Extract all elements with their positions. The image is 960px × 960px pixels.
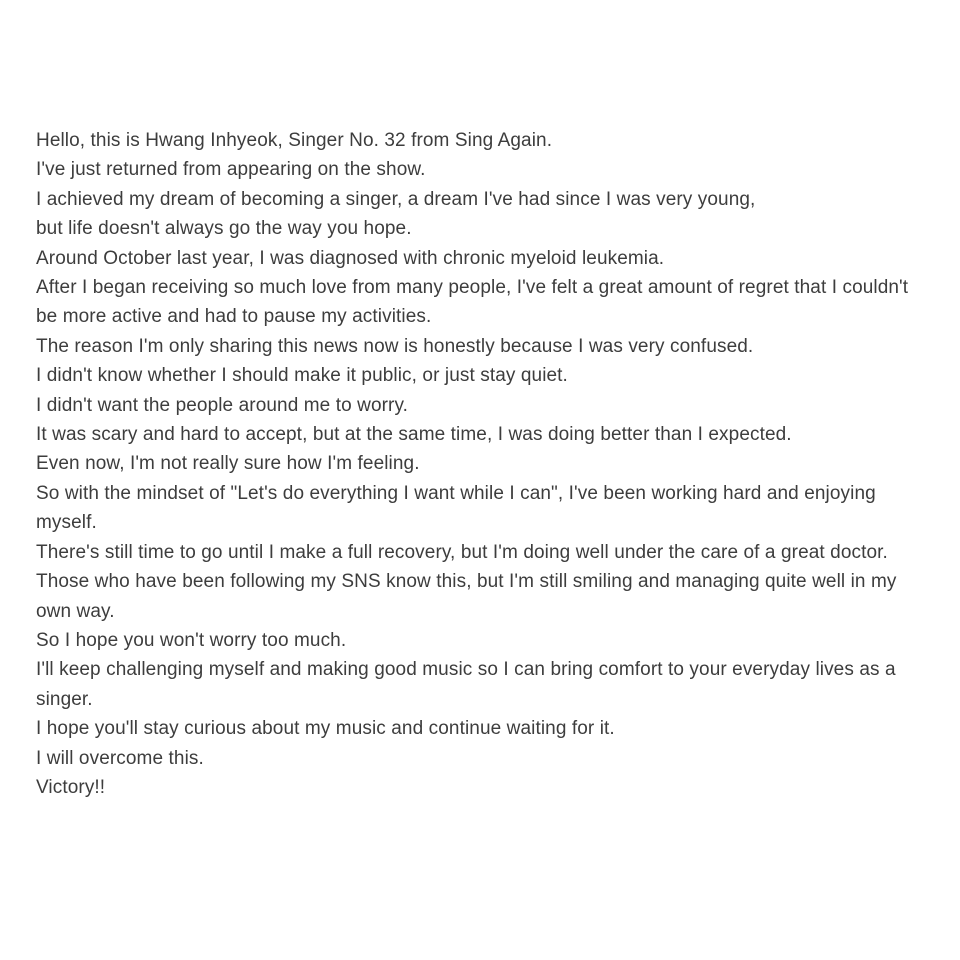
letter-line: Even now, I'm not really sure how I'm feeling. bbox=[36, 453, 420, 475]
letter-line: So with the mindset of "Let's do everything I want while I can", I've been working hard and enjoying myself. bbox=[36, 482, 876, 534]
letter-line: I didn't know whether I should make it public, or just stay quiet. bbox=[36, 365, 568, 387]
letter-line: I will overcome this. bbox=[36, 747, 204, 769]
letter-line: I didn't want the people around me to worry. bbox=[36, 394, 409, 416]
letter-line: It was scary and hard to accept, but at the same time, I was doing better than I expected. bbox=[36, 424, 792, 446]
letter-line: I'll keep challenging myself and making good music so I can bring comfort to your everyday lives as a singer. bbox=[36, 659, 896, 710]
letter-line: but life doesn't always go the way you hope. bbox=[36, 218, 412, 240]
letter-line: I've just returned from appearing on the show. bbox=[36, 159, 426, 181]
letter-line: I achieved my dream of becoming a singer, a dream I've had since I was very young, bbox=[36, 188, 756, 210]
letter-line: So I hope you won't worry too much. bbox=[36, 629, 347, 651]
letter-line: Those who have been following my SNS know this, but I'm still smiling and managing quite well in my own way. bbox=[36, 571, 897, 622]
letter-line: Around October last year, I was diagnosed with chronic myeloid leukemia. bbox=[36, 247, 665, 269]
letter-line: There's still time to go until I make a full recovery, but I'm doing well under the care of a great doctor. bbox=[36, 541, 888, 563]
letter-body bbox=[36, 126, 926, 802]
letter-line: The reason I'm only sharing this news now is honestly because I was very confused. bbox=[36, 335, 754, 357]
letter-line: I hope you'll stay curious about my music and continue waiting for it. bbox=[36, 718, 615, 740]
letter-line: After I began receiving so much love from many people, I've felt a great amount of regret that I couldn't be more active and had to pause my activities. bbox=[36, 277, 909, 328]
letter-line: Hello, this is Hwang Inhyeok, Singer No. 32 from Sing Again. bbox=[36, 130, 553, 151]
letter-line: Victory!! bbox=[36, 776, 106, 798]
